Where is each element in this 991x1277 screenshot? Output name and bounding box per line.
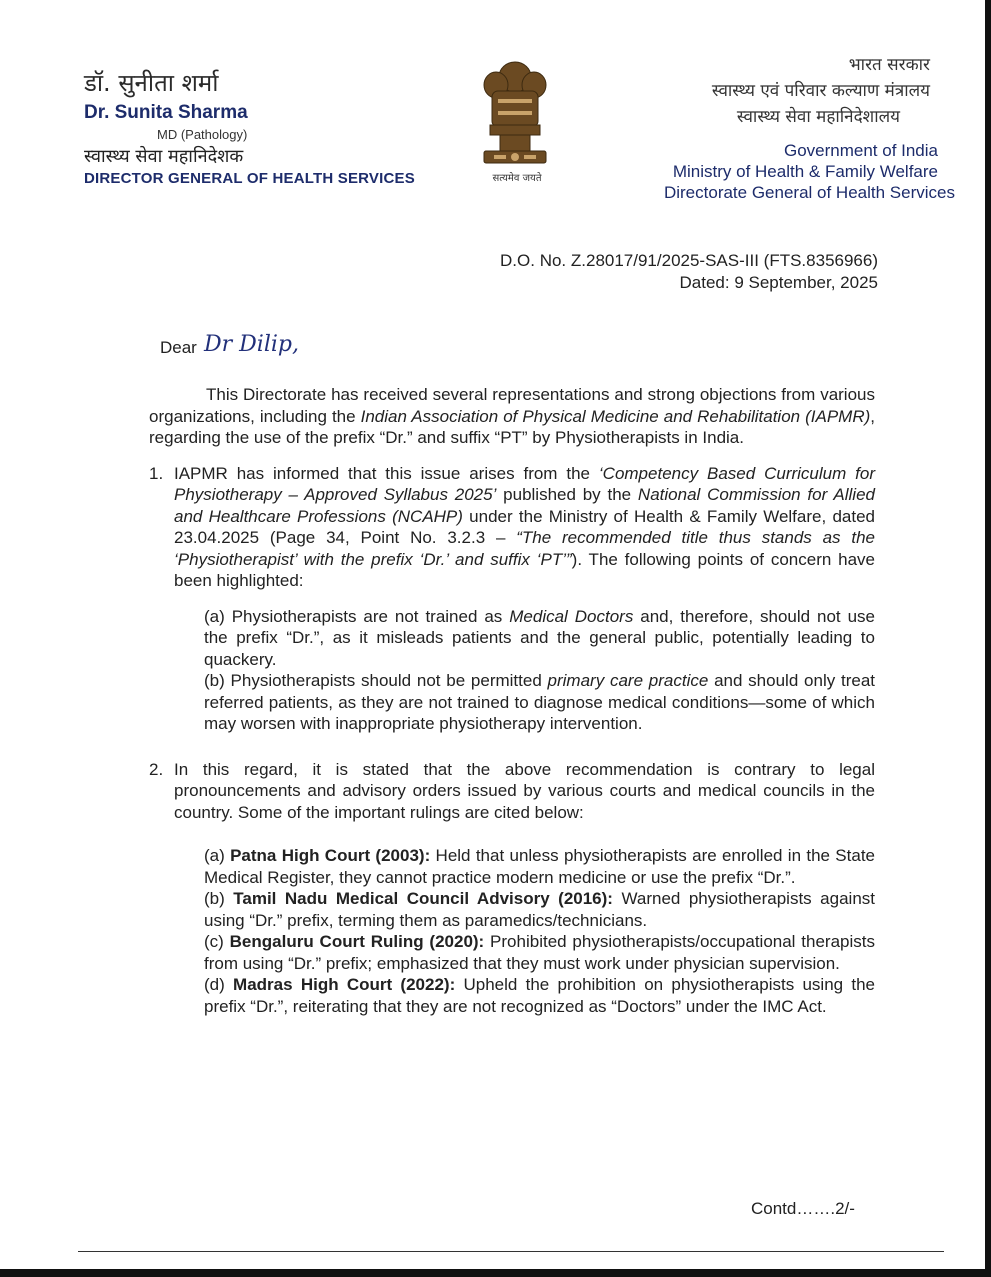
point-2-text: In this regard, it is stated that the above recommendation is contrary to legal pronouncements and advisory orders issued by various courts and medical councils in the country. Some of the important rulings are cited below:: [174, 759, 875, 822]
point-1: [149, 463, 875, 592]
sender-designation-hindi: स्वास्थ्य सेवा महानिदेशक: [84, 146, 244, 167]
concern-a: (a) Physiotherapists are not trained as Medical Doctors and, therefore, should not use the prefix “Dr.”, as it misleads patients and the general public, potentially leading to quackery.: [204, 606, 876, 669]
sender-name-english: Dr. Sunita Sharma: [84, 102, 248, 123]
continued-marker: Contd…….2/-: [751, 1199, 855, 1218]
letter-date: Dated: 9 September, 2025: [679, 273, 878, 292]
rulings-list: [204, 845, 875, 1017]
point-number: 2.: [149, 759, 164, 779]
ruling-item: (a) Patna High Court (2003): Held that unless physiotherapists are enrolled in the State Medical Register, they cannot practice modern medicine or use the prefix “Dr.”.: [204, 846, 875, 887]
org-english-line-2: Ministry of Health & Family Welfare: [672, 162, 938, 181]
concern-b: (b) Physiotherapists should not be permitted primary care practice and should only treat referred patients, as they are not trained to diagnose medical conditions—some of which may worsen with inappropriate physiotherapy intervention.: [204, 671, 875, 733]
page-edge-shadow: [985, 0, 991, 1277]
intro-paragraph: This Directorate has received several representations and strong objections from various organizations, including the Indian Association of Physical Medicine and Rehabilitation (IAPMR), regarding the use of the prefix “Dr.” and suffix “PT” by Physiotherapists in India.: [149, 385, 876, 447]
salutation-dear: Dear: [160, 338, 197, 357]
point-1-concerns: [204, 606, 875, 735]
point-1-text: IAPMR has informed that this issue arises from the ‘Competency Based Curriculum for Physiotherapy – Approved Syllabus 2025’ published by the National Commission for Allied and Healthcare Professions (NCAHP) under the Ministry of Health & Family Welfare, dated 23.04.2025 (Page 34, Point No. 3.2.3 – “The recommended title thus stands as the ‘Physiotherapist’ with the prefix ‘Dr.’ and suffix ‘PT’”). The following points of concern have been highlighted:: [174, 463, 875, 590]
org-hindi-line-2: स्वास्थ्य एवं परिवार कल्याण मंत्रालय: [711, 81, 930, 101]
org-english-line-1: Government of India: [783, 141, 938, 160]
sender-block: [84, 68, 415, 187]
ministry-block: [620, 52, 955, 203]
point-2: [149, 759, 875, 824]
handwritten-addressee: Dr Dilip,: [204, 332, 299, 357]
sender-designation-english: DIRECTOR GENERAL OF HEALTH SERVICES: [84, 170, 415, 187]
org-hindi-line-1: भारत सरकार: [848, 55, 930, 75]
letter-body: [149, 384, 875, 1017]
do-number: D.O. No. Z.28017/91/2025-SAS-III (FTS.8356966): [500, 251, 878, 270]
point-number: 1.: [149, 463, 164, 483]
ruling-item: (b) Tamil Nadu Medical Council Advisory (2016): Warned physiotherapists against using “Dr.” prefix, terming them as paramedics/technicians.: [204, 889, 875, 930]
national-emblem-icon: [470, 55, 560, 185]
ruling-item: (d) Madras High Court (2022): Upheld the prohibition on physiotherapists using the prefix “Dr.”, reiterating that they are not recognized as “Doctors” under the IMC Act.: [204, 975, 875, 1016]
salutation: [160, 332, 299, 358]
org-hindi-line-3: स्वास्थ्य सेवा महानिदेशालय: [736, 107, 900, 127]
page-edge-bottom: [0, 1269, 991, 1277]
ruling-item: (c) Bengaluru Court Ruling (2020): Prohibited physiotherapists/occupational therapists from using “Dr.” prefix; emphasized that they must work under physician supervision.: [204, 932, 875, 973]
sender-qualification: MD (Pathology): [157, 127, 248, 142]
org-english-line-3: Directorate General of Health Services: [663, 183, 955, 202]
sender-name-hindi: डॉ. सुनीता शर्मा: [84, 69, 219, 97]
emblem-motto: सत्यमेव जयते: [492, 173, 542, 184]
footer-divider: [78, 1251, 944, 1252]
reference-block: [500, 250, 878, 294]
